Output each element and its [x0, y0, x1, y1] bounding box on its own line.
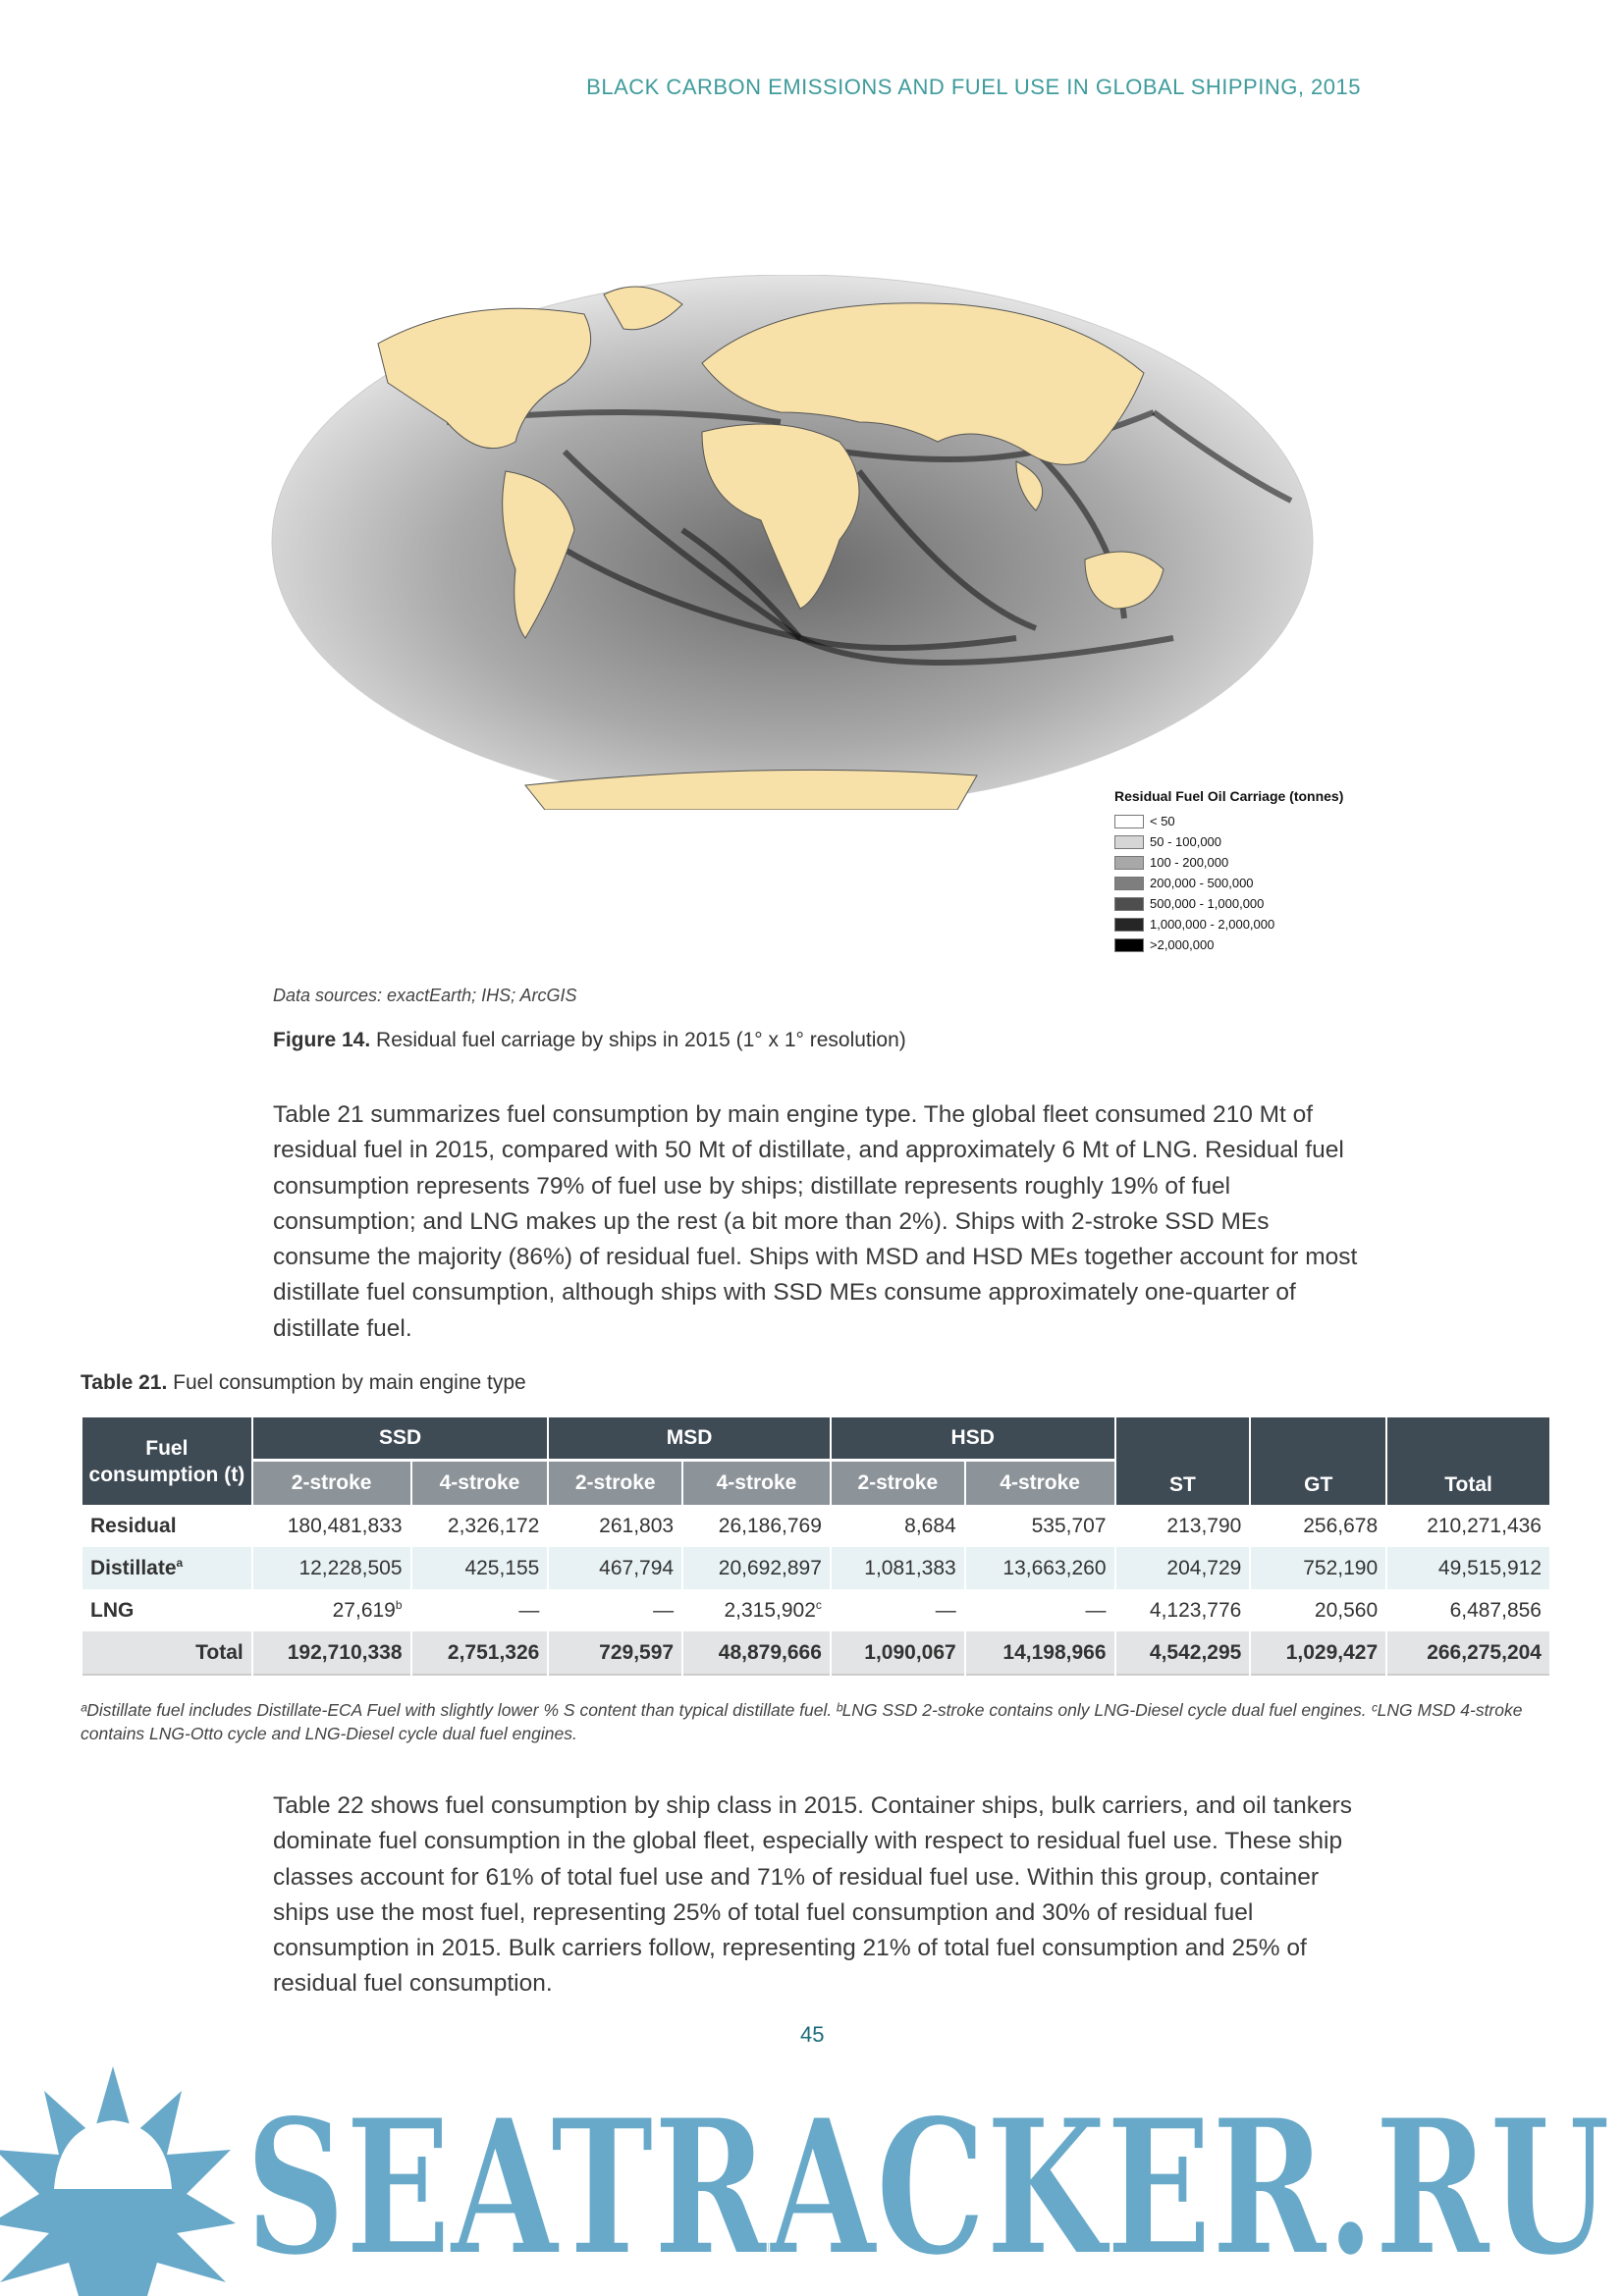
- table-cell: 2,751,326: [412, 1631, 548, 1676]
- column-header: GT: [1251, 1417, 1385, 1505]
- group-header: HSD: [832, 1417, 1114, 1462]
- table-label: Table 21.: [81, 1371, 168, 1394]
- legend-label: 500,000 - 1,000,000: [1150, 896, 1265, 911]
- table-cell: 467,794: [549, 1547, 681, 1589]
- table-caption-text: Fuel consumption by main engine type: [167, 1371, 526, 1394]
- corner-header: Fuel consumption (t): [82, 1417, 251, 1505]
- table-cell: 6,487,856: [1449, 1598, 1542, 1622]
- legend-label: 100 - 200,000: [1150, 855, 1229, 870]
- table-cell: 4,542,295: [1116, 1631, 1250, 1676]
- table-cell: 13,663,260: [966, 1547, 1114, 1589]
- legend-item: [1114, 831, 1370, 852]
- row-label: Distillate$^a$: [82, 1547, 251, 1589]
- table-cell: 729,597: [549, 1631, 681, 1676]
- table-row: [82, 1547, 1549, 1589]
- page-number: 45: [800, 2022, 825, 2047]
- table-cell: 1,090,067: [832, 1631, 964, 1676]
- table-cell: 1,081,383: [832, 1547, 964, 1589]
- table-cell: —: [653, 1598, 675, 1622]
- legend-title: Residual Fuel Oil Carriage (tonnes): [1114, 788, 1344, 804]
- legend-swatch: [1114, 877, 1144, 890]
- legend-label: >2,000,000: [1150, 937, 1215, 952]
- legend-label: 200,000 - 500,000: [1150, 876, 1254, 890]
- subcolumn-header: 2-stroke: [832, 1462, 964, 1505]
- legend-swatch: [1114, 835, 1144, 849]
- column-header: Total: [1387, 1417, 1549, 1505]
- table-cell: 49,515,912: [1387, 1547, 1549, 1589]
- table-row: [82, 1631, 1549, 1676]
- table-row: [82, 1589, 1549, 1631]
- group-header: SSD: [253, 1417, 548, 1462]
- legend-item: [1114, 852, 1370, 873]
- column-header: ST: [1116, 1417, 1250, 1505]
- table-cell: 20,692,897: [683, 1547, 830, 1589]
- table-cell: 48,879,666: [683, 1631, 830, 1676]
- legend-label: 50 - 100,000: [1150, 834, 1222, 849]
- legend-item: [1114, 893, 1370, 914]
- table-cell: 14,198,966: [966, 1631, 1114, 1676]
- table-cell: 180,481,833: [287, 1514, 403, 1537]
- table-cell: 261,803: [599, 1514, 675, 1537]
- table-footnote: ᵃDistillate fuel includes Distillate-ECA Fuel with slightly lower % S content than typical distillate fuel. ᵇLNG SSD 2-stroke contains only LNG-Diesel cycle dual fuel engines. ᶜLNG MSD 4-stroke contains LNG-Otto cycle and LNG-Diesel cycle dual fuel engines.: [81, 1700, 1523, 1743]
- table-cell: —: [518, 1598, 540, 1622]
- legend-label: < 50: [1150, 814, 1175, 828]
- sun-icon: [0, 2066, 236, 2296]
- subcolumn-header: 4-stroke: [683, 1462, 830, 1505]
- body-paragraph-2: Table 22 shows fuel consumption by ship class in 2015. Container ships, bulk carriers, and oil tankers dominate fuel consumption in the global fleet, especially with respect to residual fuel use. These ship classes account for 61% of total fuel use and 71% of residual fuel use. Within this group, container ships use the most fuel, representing 25% of total fuel consumption and 30% of residual fuel consumption in 2015. Bulk carriers follow, representing 21% of total fuel consumption and 25% of residual fuel consumption.: [273, 1792, 1352, 1998]
- legend-item: [1114, 811, 1370, 831]
- table-cell: 2,315,902$^c$: [724, 1598, 822, 1622]
- table-cell: 256,678: [1303, 1514, 1379, 1537]
- table-cell: 425,155: [412, 1547, 548, 1589]
- subcolumn-header: 4-stroke: [412, 1462, 548, 1505]
- fuel-consumption-table: [81, 1417, 1551, 1676]
- table-cell: 752,190: [1251, 1547, 1385, 1589]
- world-map-figure: [270, 275, 1316, 810]
- table-row: [82, 1505, 1549, 1547]
- running-head: BLACK CARBON EMISSIONS AND FUEL USE IN GLOBAL SHIPPING, 2015: [586, 75, 1361, 99]
- table-cell: 535,707: [1031, 1514, 1107, 1537]
- figure-caption-text: Residual fuel carriage by ships in 2015 (1° x 1° resolution): [370, 1029, 906, 1051]
- table-cell: 27,619$^b$: [332, 1598, 403, 1622]
- table-cell: —: [1085, 1598, 1107, 1622]
- legend-swatch: [1114, 897, 1144, 911]
- figure-label: Figure 14.: [273, 1029, 371, 1051]
- subcolumn-header: 2-stroke: [549, 1462, 681, 1505]
- seatracker-watermark-logo: [0, 2056, 1624, 2296]
- legend-label: 1,000,000 - 2,000,000: [1150, 917, 1275, 932]
- data-sources: Data sources: exactEarth; IHS; ArcGIS: [273, 986, 577, 1005]
- table-cell: —: [935, 1598, 956, 1622]
- table-cell: 4,123,776: [1149, 1598, 1242, 1622]
- legend-swatch: [1114, 938, 1144, 952]
- legend-swatch: [1114, 918, 1144, 932]
- legend-swatch: [1114, 815, 1144, 828]
- subcolumn-header: 4-stroke: [966, 1462, 1114, 1505]
- table-cell: 26,186,769: [718, 1514, 822, 1537]
- table-cell: 192,710,338: [253, 1631, 410, 1676]
- watermark-text: SEATRACKER.RU: [245, 2078, 1610, 2296]
- legend-item: [1114, 873, 1370, 893]
- legend-item: [1114, 914, 1370, 934]
- table-cell: 12,228,505: [253, 1547, 410, 1589]
- row-label: Residual: [90, 1514, 177, 1537]
- table-cell: 210,271,436: [1427, 1514, 1542, 1537]
- table-cell: 1,029,427: [1251, 1631, 1385, 1676]
- table-cell: 20,560: [1314, 1598, 1379, 1622]
- figure-caption: [273, 1029, 906, 1052]
- table-cell: 204,729: [1116, 1547, 1250, 1589]
- table-cell: 8,684: [904, 1514, 956, 1537]
- subcolumn-header: 2-stroke: [253, 1462, 410, 1505]
- row-label: LNG: [90, 1598, 135, 1622]
- map-legend: [1114, 788, 1370, 955]
- table-caption: [81, 1371, 526, 1395]
- table-cell: 266,275,204: [1387, 1631, 1549, 1676]
- row-label: Total: [82, 1631, 251, 1676]
- body-paragraph-1: Table 21 summarizes fuel consumption by main engine type. The global fleet consumed 210 Mt of residual fuel in 2015, compared with 50 Mt of distillate, and approximately 6 Mt of LNG. Residual fuel consumption represents 79% of fuel use by ships; distillate represents roughly 19% of fuel consumption; and LNG makes up the rest (a bit more than 2%). Ships with 2-stroke SSD MEs consume the majority (86%) of residual fuel. Ships with MSD and HSD MEs together account for most distillate fuel consumption, although ships with SSD MEs consume approximately one-quarter of distillate fuel.: [273, 1101, 1358, 1342]
- legend-item: [1114, 934, 1370, 955]
- table-cell: 2,326,172: [447, 1514, 540, 1537]
- table-cell: 213,790: [1166, 1514, 1242, 1537]
- legend-swatch: [1114, 856, 1144, 870]
- group-header: MSD: [549, 1417, 830, 1462]
